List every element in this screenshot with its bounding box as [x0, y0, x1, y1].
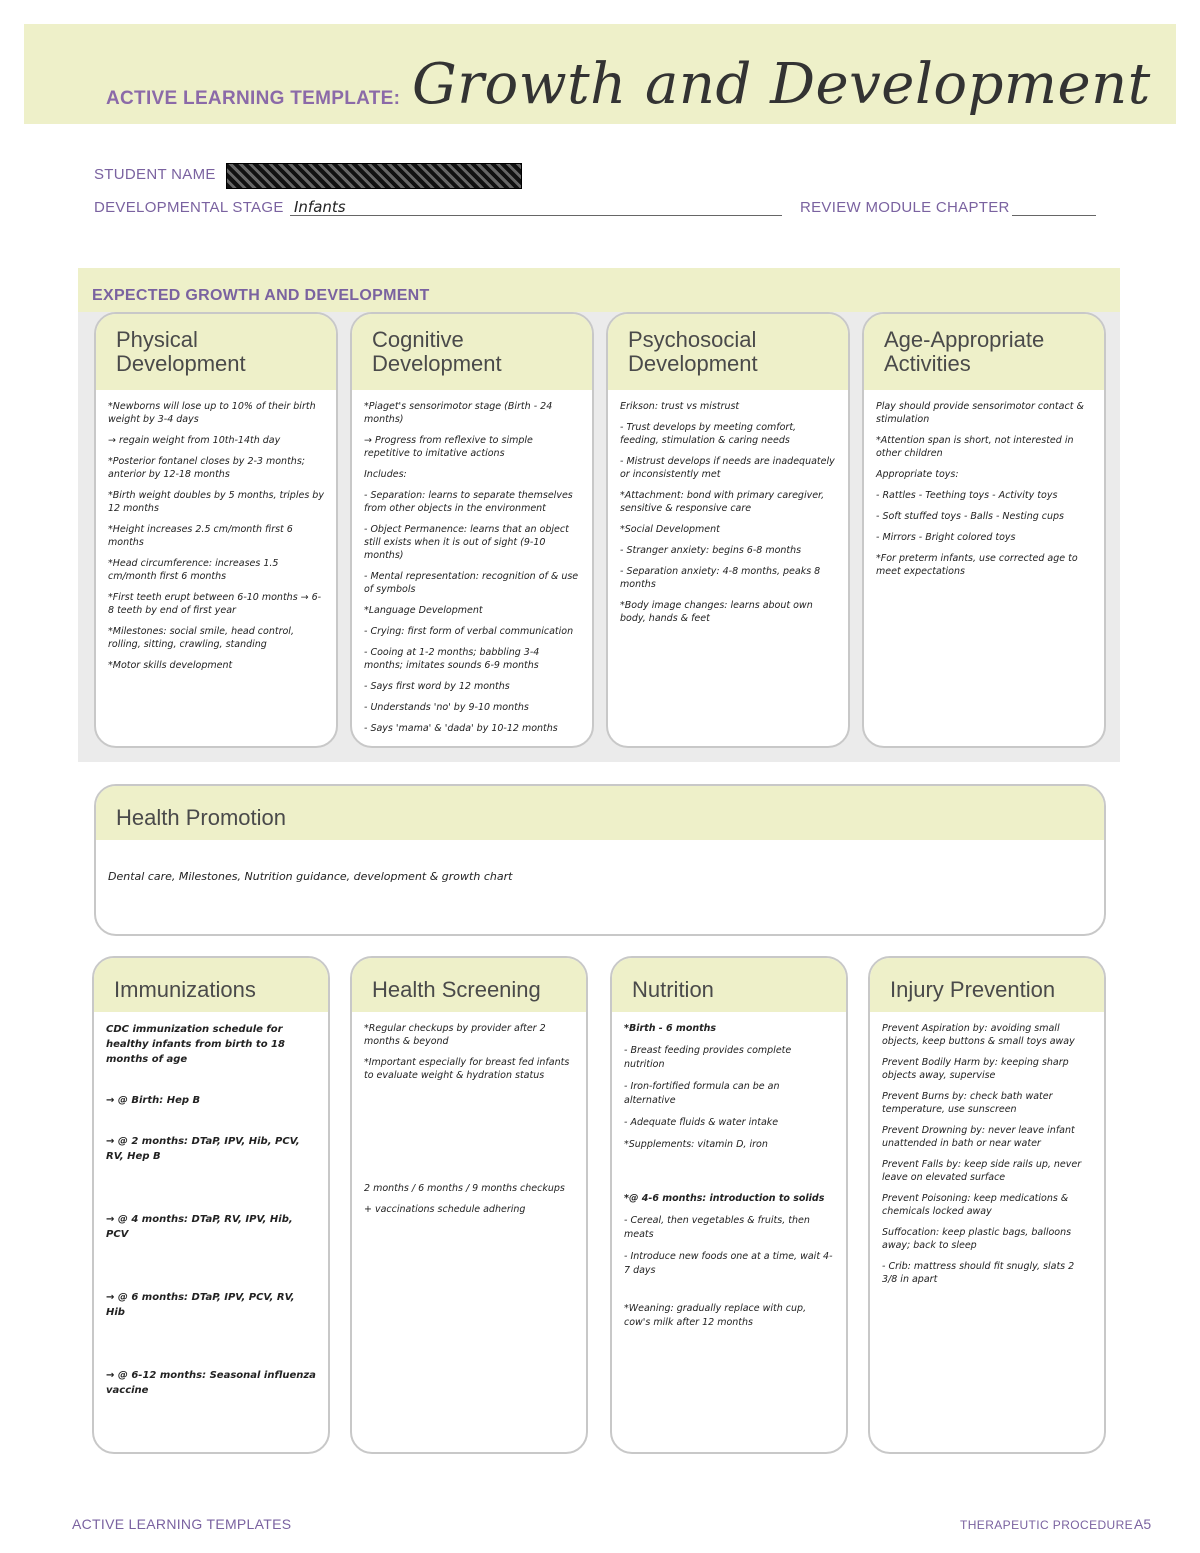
- developmental-stage-value[interactable]: Infants: [294, 198, 346, 216]
- page-number: A5: [1134, 1516, 1152, 1532]
- cognitive-development-notes[interactable]: *Piaget's sensorimotor stage (Birth - 24 months) → Progress from reflexive to simple repetitive to imitative actions Includes: - Separation: learns to separate themselves from other objects in the environment - Object Permanence: learns that an object still exists when it is out of sight (9-10 months) - Mental representation: recognition of & use of symbols *Language Development - Crying: first form of verbal communication - Cooing at 1-2 months; babbling 3-4 months; imitates sounds 6-9 months - Says first word by 12 months - Understands 'no' by 9-10 months - Says 'mama' & 'dada' by 10-12 months: [364, 401, 579, 734]
- physical-development-card: [94, 312, 338, 748]
- footer-left: ACTIVE LEARNING TEMPLATES: [72, 1516, 292, 1532]
- psychosocial-development-notes[interactable]: Erikson: trust vs mistrust - Trust develops by meeting comfort, feeding, stimulation & caring needs - Mistrust develops if needs are inadequately or inconsistently met *Attachment: bond with primary caregiver, sensitive & responsive care *Social Development - Stranger anxiety: begins 6-8 months - Separation anxiety: 4-8 months, peaks 8 months *Body image changes: learns about own body, hands & feet: [620, 401, 835, 624]
- age-appropriate-activities-card: [862, 312, 1106, 748]
- health-promotion-notes[interactable]: Dental care, Milestones, Nutrition guidance, development & growth chart: [108, 870, 513, 883]
- footer-right: THERAPEUTIC PROCEDURE: [960, 1518, 1134, 1532]
- injury-prevention-title: Injury Prevention: [870, 958, 1104, 1012]
- nutrition-notes[interactable]: *Birth - 6 months - Breast feeding provides complete nutrition - Iron-fortified formula can be an alternative - Adequate fluids & water intake *Supplements: vitamin D, iron *@ 4-6 months: introduction to solids - Cereal, then vegetables & fruits, then meats - Introduce new foods one at a time, wait 4-7 days *Weaning: gradually replace with cup, cow's milk after 12 months: [624, 1023, 833, 1328]
- student-name-label: STUDENT NAME: [94, 166, 216, 183]
- page-title: Growth and Development: [412, 52, 1151, 117]
- psychosocial-development-card: [606, 312, 850, 748]
- injury-prevention-card: [868, 956, 1106, 1454]
- age-appropriate-activities-title: Age-Appropriate Activities: [864, 314, 1104, 390]
- nutrition-title: Nutrition: [612, 958, 846, 1012]
- developmental-stage-label: DEVELOPMENTAL STAGE: [94, 199, 284, 216]
- student-name-redacted: [226, 163, 522, 189]
- developmental-stage-line: [290, 214, 782, 216]
- physical-development-title: Physical Development: [96, 314, 336, 390]
- health-screening-title: Health Screening: [352, 958, 586, 1012]
- review-module-line[interactable]: [1012, 214, 1096, 216]
- age-appropriate-activities-notes[interactable]: Play should provide sensorimotor contact & stimulation *Attention span is short, not interested in other children Appropriate toys: - Rattles - Teething toys - Activity toys - Soft stuffed toys - Balls - Nesting cups - Mirrors - Bright colored toys *For preterm infants, use corrected age to meet expectations: [876, 401, 1084, 577]
- cognitive-development-card: [350, 312, 594, 748]
- immunizations-card: [92, 956, 330, 1454]
- injury-prevention-notes[interactable]: Prevent Aspiration by: avoiding small objects, keep buttons & small toys away Prevent Bodily Harm by: keeping sharp objects away, supervise Prevent Burns by: check bath water temperature, use sunscreen Prevent Drowning by: never leave infant unattended in bath or near water Prevent Falls by: keep side rails up, never leave on elevated surface Prevent Poisoning: keep medications & chemicals locked away Suffocation: keep plastic bags, balloons away; back to sleep - Crib: mattress should fit snugly, slats 2 3/8 in apart: [882, 1023, 1082, 1285]
- health-promotion-card: [94, 784, 1106, 936]
- cognitive-development-title: Cognitive Development: [352, 314, 592, 390]
- review-module-label: REVIEW MODULE CHAPTER: [800, 199, 1010, 216]
- health-screening-card: [350, 956, 588, 1454]
- immunizations-notes[interactable]: CDC immunization schedule for healthy infants from birth to 18 months of age → @ Birth: Hep B → @ 2 months: DTaP, IPV, Hib, PCV, RV, Hep B → @ 4 months: DTaP, RV, IPV, Hib, PCV → @ 6 months: DTaP, IPV, PCV, RV, Hib → @ 6-12 months: Seasonal influenza vaccine: [106, 1024, 316, 1396]
- template-label: ACTIVE LEARNING TEMPLATE:: [106, 88, 401, 109]
- health-screening-notes[interactable]: *Regular checkups by provider after 2 months & beyond *Important especially for breast fed infants to evaluate weight & hydration status 2 months / 6 months / 9 months checkups + vaccinations schedule adhering: [364, 1023, 570, 1215]
- health-promotion-title: Health Promotion: [96, 786, 1104, 840]
- physical-development-notes[interactable]: *Newborns will lose up to 10% of their birth weight by 3-4 days → regain weight from 10th-14th day *Posterior fontanel closes by 2-3 months; anterior by 12-18 months *Birth weight doubles by 5 months, triples by 12 months *Height increases 2.5 cm/month first 6 months *Head circumference: increases 1.5 cm/month first 6 months *First teeth erupt between 6-10 months → 6-8 teeth by end of first year *Milestones: social smile, head control, rolling, sitting, crawling, standing *Motor skills development: [108, 401, 324, 671]
- expected-section-title: EXPECTED GROWTH AND DEVELOPMENT: [92, 287, 430, 304]
- nutrition-card: [610, 956, 848, 1454]
- psychosocial-development-title: Psychosocial Development: [608, 314, 848, 390]
- immunizations-title: Immunizations: [94, 958, 328, 1012]
